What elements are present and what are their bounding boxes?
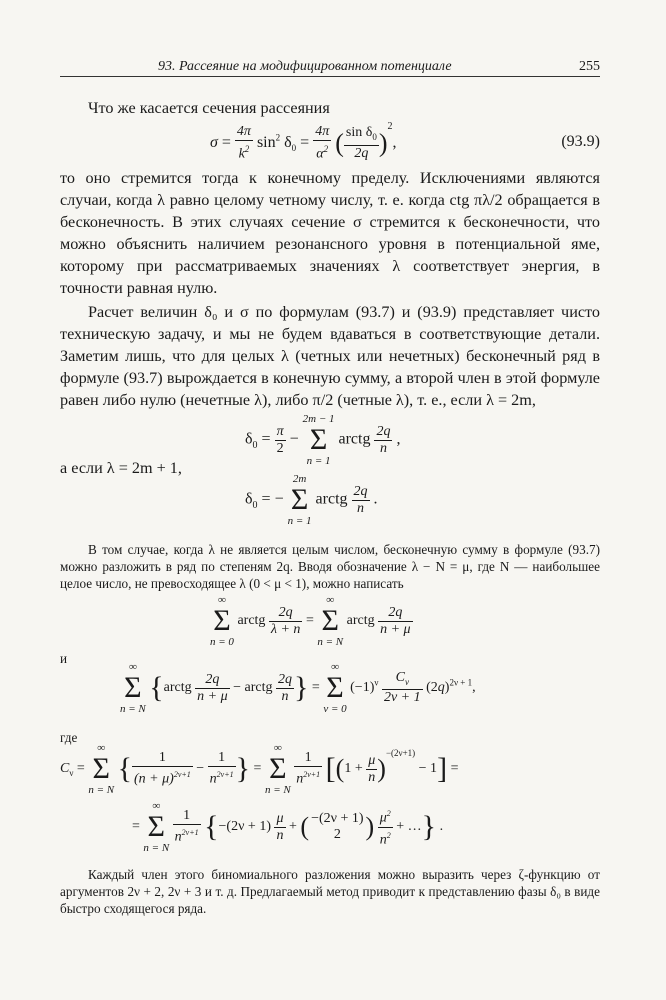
paragraph-2: то оно стремится тогда к конечному пределу. Исключениями являются случаи, когда λ равно целому четному числу, т. е. когда ctg πλ/2 обращается в бесконечность. В этих случаях сечение σ стремится к бесконечности, что можно объяснить наличием резонансного уровня в потенциальной яме, которому при рассматриваемых значениях λ соответствует энергия, в точности равная нулю. [60, 169, 600, 297]
page [60, 52, 600, 917]
equation-series: ∞ Σ n = N {arctg $\frac{2q}{n + \mu}$ − arctg $\frac{2q}{n}$ } = ∞ Σ ν = 0 $(-1)^\nu$ $\frac{C_\nu}{2\nu + 1}$ $(2q)^{2\nu + 1}$, [120, 661, 476, 715]
page-number: 255 [579, 59, 600, 74]
equation-93-9: σ = $\frac{4\pi}{k^2}$ $\sin^2 \delta_0$ = $\frac{4\pi}{\alpha^2}$ ( $\frac{\sin \delta_0}{2q}$ )$^2$, (93.9) [210, 121, 600, 162]
small-and: и [60, 651, 68, 666]
equation-arctg-sum: ∞ Σ n = 0 arctg $\frac{2q}{\lambda + n}$ = ∞ Σ n = N arctg $\frac{2q}{n + \mu}$ [210, 594, 411, 648]
paragraph-1: Что же касается сечения рассеяния [88, 99, 330, 117]
equation-c-nu: $C_\nu$ = ∞ Σ n = N { $\frac{1}{(n + \mu)^{2\nu+1}}$ − $\frac{1}{n^{2\nu+1}}$ } = ∞ Σ n = N $\frac{1}{n^{2\nu+1}}$ [(1 + $\frac{\mu}{n}$ )$^{-(2\nu+1)}$ − 1] = [60, 742, 459, 796]
header-title: 93. Рассеяние на модифицированном потенциале [158, 59, 452, 74]
paragraph-4: а если λ = 2m + 1, [60, 459, 182, 477]
equation-c-nu-expansion: = ∞ Σ n = N $\frac{1}{n^{2\nu+1}}$ {−(2ν + 1) $\frac{\mu}{n}$ + ( −(2ν + 1) 2 ) $\frac{\mu^2}{n^2}$ + …} . [132, 800, 444, 854]
equation-delta0-even: $\delta_0$ = $\frac{\pi}{2}$ − 2m − 1 Σ n = 1 arctg $\frac{2q}{n}$ , [245, 413, 401, 467]
small-paragraph-2: Каждый член этого биномиального разложения можно выразить через ζ-функцию от аргументов 2ν + 2, 2ν + 3 и т. д. Предлагаемый метод приводит к представлению фазы δ₀ в виде быстро сходящегося ряда. [60, 867, 600, 916]
paragraph-3: Расчет величин δ₀ и σ по формулам (93.7) и (93.9) представляет чисто техническую задачу, и мы не будем вдаваться в соответствующие детали. Заметим лишь, что для целых λ (четных или нечетных) бесконечный ряд в формуле (93.7) вырождается в конечную сумму, а второй член в этой формуле равен либо нулю (нечетные λ), либо π/2 (четные λ), т. е., если λ = 2m, [60, 303, 600, 409]
small-paragraph-1: В том случае, когда λ не является целым числом, бесконечную сумму в формуле (93.7) можно разложить в ряд по степеням 2q. Вводя обозначение λ − N = μ, где N — наибольшее целое число, не превосходящее λ (0 < μ < 1), можно написать [60, 542, 600, 591]
equation-number: (93.9) [561, 133, 600, 150]
running-header [60, 52, 600, 77]
equation-delta0-odd: $\delta_0$ = − 2m Σ n = 1 arctg $\frac{2q}{n}$ . [245, 473, 378, 527]
small-where: где [60, 730, 78, 745]
